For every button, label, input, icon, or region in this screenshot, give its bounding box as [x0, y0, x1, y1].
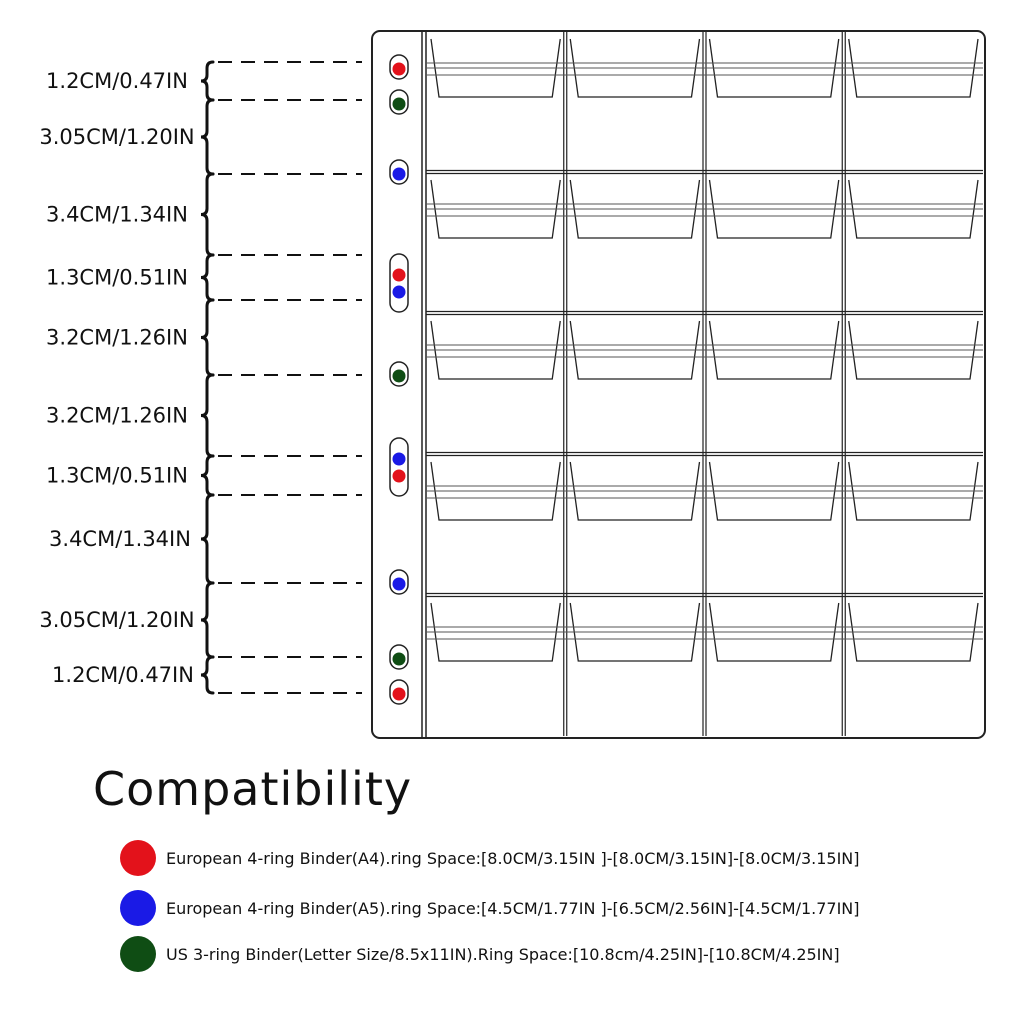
binder-hole: [390, 254, 408, 312]
curly-brace-icon: [201, 495, 213, 583]
dimension-label: 3.05CM/1.20IN: [39, 608, 195, 632]
curly-brace-icon: [201, 174, 213, 255]
legend-text-a5: European 4-ring Binder(A5).ring Space:[4.5CM/1.77IN ]-[6.5CM/2.56IN]-[4.5CM/1.77IN]: [166, 898, 860, 918]
legend-text-us-letter: US 3-ring Binder(Letter Size/8.5x11IN).Ring Space:[10.8cm/4.25IN]-[10.8CM/4.25IN]: [166, 944, 840, 964]
blue-ring-dot-icon: [393, 168, 406, 181]
dimension-label: 3.05CM/1.20IN: [39, 125, 195, 149]
curly-brace-icon: [201, 456, 213, 495]
dimension-label: 1.3CM/0.51IN: [46, 265, 188, 290]
red-ring-dot-icon: [393, 688, 406, 701]
legend-item-us-letter: [120, 936, 840, 972]
legend-item-a5: [120, 890, 860, 926]
green-ring-dot-icon: [393, 370, 406, 383]
green-ring-dot-icon: [393, 653, 406, 666]
pocket-sheet: [372, 31, 985, 738]
dimension-label: 1.2CM/0.47IN: [52, 663, 194, 687]
blue-ring-dot-icon: [393, 578, 406, 591]
curly-brace-icon: [201, 100, 213, 174]
green-dot-icon: [120, 936, 156, 972]
dimension-label: 3.4CM/1.34IN: [46, 202, 188, 227]
curly-brace-icon: [201, 657, 213, 693]
compatibility-title: Compatibility: [93, 762, 413, 816]
red-ring-dot-icon: [393, 470, 406, 483]
dimension-label: 3.2CM/1.26IN: [46, 325, 188, 350]
curly-brace-icon: [201, 583, 213, 657]
curly-brace-icon: [201, 255, 213, 300]
dimension-label: 3.2CM/1.26IN: [46, 403, 188, 428]
dimension-annotations: [39, 62, 362, 693]
binder-hole: [390, 438, 408, 496]
blue-dot-icon: [120, 890, 156, 926]
curly-brace-icon: [201, 375, 213, 456]
dimension-label: 3.4CM/1.34IN: [49, 527, 191, 551]
blue-ring-dot-icon: [393, 286, 406, 299]
dimension-label: 1.3CM/0.51IN: [46, 463, 188, 488]
red-ring-dot-icon: [393, 63, 406, 76]
green-ring-dot-icon: [393, 98, 406, 111]
curly-brace-icon: [201, 62, 213, 100]
curly-brace-icon: [201, 300, 213, 375]
legend-item-a4: [120, 840, 860, 876]
red-dot-icon: [120, 840, 156, 876]
red-ring-dot-icon: [393, 269, 406, 282]
blue-ring-dot-icon: [393, 453, 406, 466]
legend-text-a4: European 4-ring Binder(A4).ring Space:[8.0CM/3.15IN ]-[8.0CM/3.15IN]-[8.0CM/3.15IN]: [166, 848, 860, 868]
dimension-label: 1.2CM/0.47IN: [46, 69, 188, 93]
